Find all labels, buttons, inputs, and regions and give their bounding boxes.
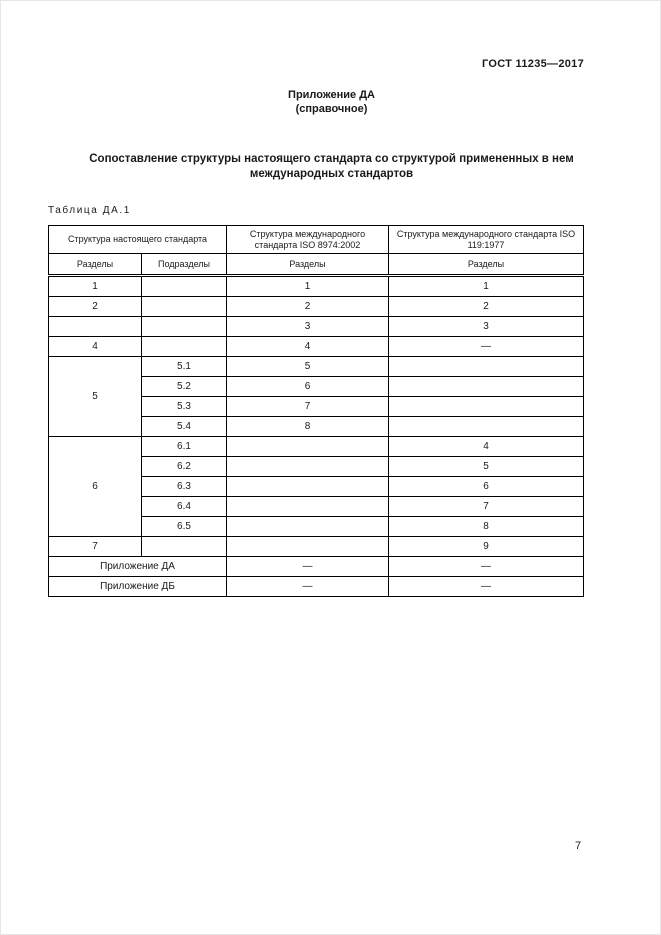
table-cell <box>389 377 584 397</box>
section-title <box>51 152 612 182</box>
table-cell <box>227 517 389 537</box>
section-title-line-2: международных стандартов <box>249 168 414 180</box>
appendix-heading <box>1 88 661 116</box>
table-cell: 2 <box>389 297 584 317</box>
table-cell: 1 <box>49 276 142 297</box>
table-cell: 6.4 <box>142 497 227 517</box>
table-cell: 6.5 <box>142 517 227 537</box>
table-cell <box>49 317 142 337</box>
table-cell: 7 <box>49 537 142 557</box>
table-cell: 8 <box>227 417 389 437</box>
table-cell <box>142 537 227 557</box>
table-row <box>49 317 584 337</box>
table-cell: 2 <box>49 297 142 317</box>
table-cell <box>227 457 389 477</box>
table-cell: 3 <box>389 317 584 337</box>
table-row <box>49 437 584 457</box>
table-cell: 7 <box>389 497 584 517</box>
header-iso-8974: Структура международного стандарта ISO 8974:2002 <box>227 226 389 254</box>
table-cell: — <box>227 557 389 577</box>
table-cell <box>142 337 227 357</box>
table-cell: — <box>389 577 584 597</box>
table-cell: — <box>389 337 584 357</box>
table-cell: 2 <box>227 297 389 317</box>
table-cell <box>389 397 584 417</box>
table-cell-appendix-db: Приложение ДБ <box>49 577 227 597</box>
table-row <box>49 337 584 357</box>
table-cell <box>142 317 227 337</box>
table-cell <box>227 537 389 557</box>
table-cell: 6 <box>227 377 389 397</box>
table-row <box>49 577 584 597</box>
table-cell: 5 <box>389 457 584 477</box>
subheader-iso119-sections: Разделы <box>389 254 584 276</box>
table-label: Таблица ДА.1 <box>48 205 131 216</box>
table-row <box>49 297 584 317</box>
table-cell <box>227 437 389 457</box>
table-cell: 1 <box>227 276 389 297</box>
table-row <box>49 357 584 377</box>
subheader-iso8974-sections: Разделы <box>227 254 389 276</box>
table-cell-section-5: 5 <box>49 357 142 437</box>
header-iso-119: Структура международного стандарта ISO 119:1977 <box>389 226 584 254</box>
page-number: 7 <box>575 840 582 852</box>
section-title-line-1: Сопоставление структуры настоящего стандарта со структурой примененных в нем <box>89 153 574 165</box>
table-cell <box>389 417 584 437</box>
table-header-row <box>49 226 584 254</box>
table-cell: 4 <box>389 437 584 457</box>
table-row <box>49 276 584 297</box>
table-cell: 5.4 <box>142 417 227 437</box>
table-cell <box>227 477 389 497</box>
table-row <box>49 537 584 557</box>
table-cell: 6.1 <box>142 437 227 457</box>
table-cell <box>142 297 227 317</box>
table-cell-section-6: 6 <box>49 437 142 537</box>
table-cell: 1 <box>389 276 584 297</box>
table-cell <box>389 357 584 377</box>
table-cell <box>142 276 227 297</box>
table-cell: 4 <box>49 337 142 357</box>
header-current-standard: Структура настоящего стандарта <box>49 226 227 254</box>
table-cell: — <box>227 577 389 597</box>
table-cell: 4 <box>227 337 389 357</box>
table-cell <box>227 497 389 517</box>
table-cell: 5.1 <box>142 357 227 377</box>
table-cell: 6 <box>389 477 584 497</box>
table-subheader-row <box>49 254 584 276</box>
table-cell: 3 <box>227 317 389 337</box>
table-cell: 5 <box>227 357 389 377</box>
table-cell-appendix-da: Приложение ДА <box>49 557 227 577</box>
comparison-table <box>48 225 584 597</box>
subheader-sections: Разделы <box>49 254 142 276</box>
table-cell: 8 <box>389 517 584 537</box>
table-row <box>49 557 584 577</box>
appendix-subtitle: (справочное) <box>295 103 368 115</box>
table-cell: 5.3 <box>142 397 227 417</box>
document-number: ГОСТ 11235—2017 <box>481 58 584 70</box>
table-cell: 6.3 <box>142 477 227 497</box>
table-cell: 6.2 <box>142 457 227 477</box>
table-cell: 7 <box>227 397 389 417</box>
table-cell: — <box>389 557 584 577</box>
table-cell: 9 <box>389 537 584 557</box>
appendix-title: Приложение ДА <box>288 89 375 101</box>
table-cell: 5.2 <box>142 377 227 397</box>
subheader-subsections: Подразделы <box>142 254 227 276</box>
